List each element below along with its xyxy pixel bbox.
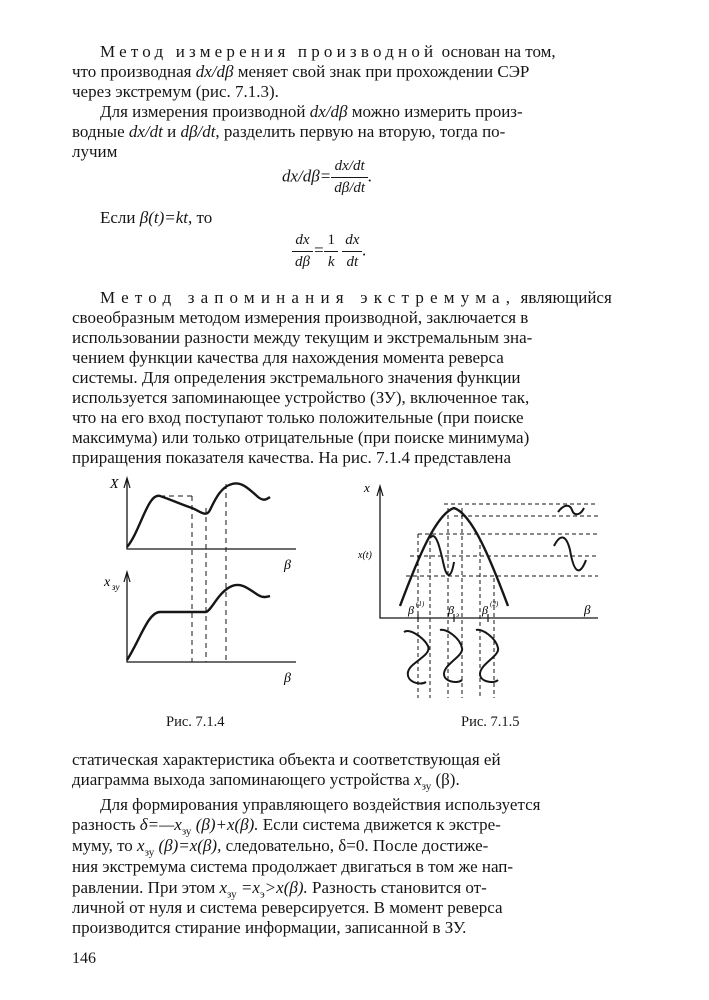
fig4-quality-curve	[127, 483, 270, 547]
fig5-tick2-label: β	[448, 603, 454, 617]
substitution-line: Если β(t)=kt, то	[100, 208, 213, 227]
fig5-horizontal-guides	[406, 504, 598, 576]
paragraph2-line3: лучим	[72, 142, 118, 161]
paragraph3-line7: что на его вход поступают только положительные (при поиске	[72, 408, 524, 427]
fig5-tick3-sup: (2)	[490, 600, 499, 608]
paragraph5-line7: производится стирание информации, записанной в ЗУ.	[72, 918, 467, 937]
fig4-dashed-guides	[160, 484, 226, 662]
paragraph5-line3: муму, то $x_{зу}$ (β)=x(β), следовательно, δ=0. После достиже-	[72, 836, 489, 859]
fig4-top-y-label: X	[110, 477, 119, 492]
paragraph3-line2: своеобразным методом измерения производной, заключается в	[72, 308, 529, 327]
paragraph1-lead: Метод измерения производной	[100, 42, 438, 61]
fig5-y-label: x	[364, 480, 370, 495]
fraction: $\frac{dx}{d\beta}$	[292, 232, 313, 271]
paragraph1-line2: что производная dx/dβ меняет свой знак при прохождении СЭР	[72, 62, 530, 81]
fig5-wave-3	[476, 630, 498, 682]
fig4-bottom-y-label: x	[104, 575, 111, 590]
figure-7-1-4-caption: Рис. 7.1.4	[166, 714, 225, 730]
fig5-wave-1	[404, 631, 428, 683]
paragraph5-line6: личной от нуля и система реверсируется. В момент реверса	[72, 898, 503, 917]
fig5-tick3-label: β	[482, 603, 488, 617]
paragraph3-line8: максимума) или только отрицательные (при поиске минимума)	[72, 428, 530, 447]
fig5-xt-label: x(t)	[358, 550, 372, 561]
paragraph5-line2: разность $\delta=—x_{зу}$ (β)+x(β). Если система движется к экстре-	[72, 815, 501, 838]
fig5-oscillation-small	[558, 506, 584, 515]
paragraph3-line1: Метод запоминания экстремума, являющийся	[100, 288, 612, 307]
paragraph4-line1: статическая характеристика объекта и соответствующая ей	[72, 750, 501, 769]
figure-7-1-5	[358, 478, 608, 698]
paragraph3-line9: приращения показателя качества. На рис. 7.1.4 представлена	[72, 448, 512, 467]
fig4-bottom-y-sub: зу	[112, 582, 120, 592]
paragraph5-line1: Для формирования управляющего воздействия используется	[100, 795, 541, 814]
fig4-memory-curve	[127, 585, 270, 660]
fig5-tick1-label: β	[408, 603, 414, 617]
paragraph3-line5: системы. Для определения экстремального значения функции	[72, 368, 521, 387]
formula-derivative-k: $\frac{dx}{d\beta}$ = $\frac{1}{k}$ $\frac{dx}{dt}$ .	[292, 232, 367, 271]
fig5-oscillation-large	[554, 537, 586, 570]
paragraph2-line1: Для измерения производной dx/dβ можно измерить произ-	[100, 102, 523, 121]
fraction: $\frac{dx}{dt}$	[342, 232, 362, 271]
formula-derivative-ratio: dx/dβ= $\frac{dx/dt}{d\beta/dt}$ .	[282, 158, 373, 196]
fig5-tick2-sub: э	[456, 611, 460, 619]
fig4-top-x-label: β	[284, 558, 291, 573]
paragraph1-line1: Метод измерения производной основан на том,	[100, 42, 556, 61]
fig5-tick1-sup: (1)	[416, 600, 425, 608]
fig5-axes	[380, 488, 598, 618]
paragraph3-lead: Метод запоминания экстремума,	[100, 288, 517, 307]
fig5-wave-2	[440, 630, 462, 682]
page-number: 146	[72, 950, 96, 967]
paragraph2-line2: водные dx/dt и dβ/dt, разделить первую на вторую, тогда по-	[72, 122, 506, 141]
fig5-x-label: β	[584, 602, 591, 617]
figure-7-1-4	[100, 472, 310, 694]
paragraph3-line3: использовании разности между текущим и экстремальным зна-	[72, 328, 533, 347]
paragraph5-line5: равлении. При этом $x_{зу} =x_э>x(\beta)$. Разность становится от-	[72, 878, 487, 901]
fig4-bottom-axes	[127, 574, 296, 662]
paragraph3-line6: используется запоминающее устройство (ЗУ), включенное так,	[72, 388, 530, 407]
fig4-bottom-x-label: β	[284, 671, 291, 686]
figure-7-1-5-caption: Рис. 7.1.5	[461, 714, 520, 730]
fig4-top-axes	[127, 480, 296, 549]
paragraph1-line3: через экстремум (рис. 7.1.3).	[72, 82, 279, 101]
paragraph3-line4: чением функции качества для нахождения момента реверса	[72, 348, 504, 367]
fraction: $\frac{dx/dt}{d\beta/dt}$	[331, 158, 368, 197]
paragraph5-line4: ния экстремума система продолжает двигаться в том же нап-	[72, 857, 514, 876]
paragraph4-line2: диаграмма выхода запоминающего устройства $x_{зу}$ (β).	[72, 770, 460, 793]
fig5-static-characteristic	[400, 508, 508, 606]
fraction: $\frac{1}{k}$	[324, 232, 338, 271]
